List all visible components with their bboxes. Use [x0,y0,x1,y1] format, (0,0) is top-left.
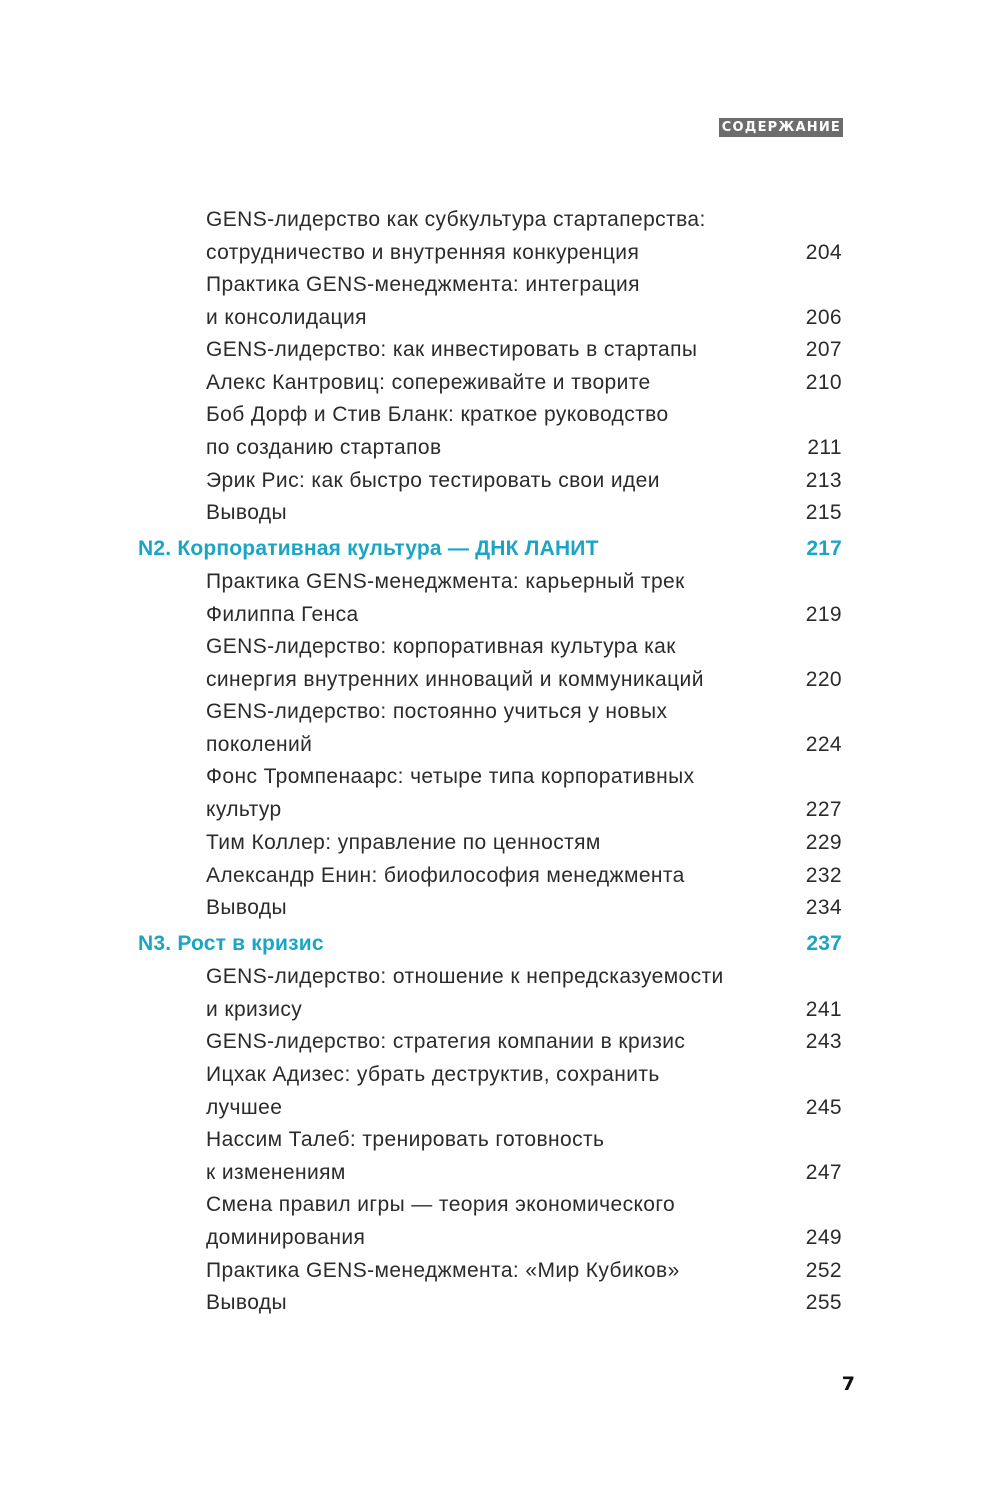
toc-entry-title: Тим Коллер: управление по ценностям [206,831,601,854]
toc-entry-title-line1: Боб Дорф и Стив Бланк: краткое руководство [206,403,669,426]
toc-entry-page: 245 [805,1096,842,1119]
toc-entry-title-line1: Практика GENS-менеджмента: карьерный трек [206,570,685,593]
toc-entry [206,268,842,334]
toc-entry [206,760,842,826]
toc-entry [206,826,842,859]
toc-entry-page: 224 [805,733,842,756]
toc-entry [206,695,842,761]
chapter-heading [138,532,842,565]
toc-entry-page: 227 [805,798,842,821]
toc-entry [206,366,842,399]
toc-entry-title-line1: Ицхак Адизес: убрать деструктив, сохранить [206,1063,660,1086]
toc-entry-title-line2: синергия внутренних инноваций и коммуникаций [206,668,704,691]
chapter-title: N3. Рост в кризис [138,932,324,955]
toc-entry [206,1025,842,1058]
toc-entry-title: GENS-лидерство: как инвестировать в стартапы [206,338,698,361]
toc-entry-page: 206 [805,306,842,329]
toc-entry-title-line1: Фонс Тромпенаарс: четыре типа корпоративных [206,765,695,788]
toc-entry-title-line1: Нассим Талеб: тренировать готовность [206,1128,605,1151]
toc-entry-title-line2: доминирования [206,1226,366,1249]
toc-entry-title-line1: GENS-лидерство: корпоративная культура как [206,635,676,658]
toc-entry-title-line2: культур [206,798,282,821]
toc-entry-title-line1: Практика GENS-менеджмента: интеграция [206,273,640,296]
toc-entry-page: 247 [805,1161,842,1184]
toc-entry-page: 232 [805,864,842,887]
chapter-title: N2. Корпоративная культура — ДНК ЛАНИТ [138,537,599,560]
toc-entry [206,496,842,529]
toc-entry-title-line2: по созданию стартапов [206,436,442,459]
toc-entry-page: 252 [805,1259,842,1282]
toc-entry [206,398,842,464]
toc-entry [206,333,842,366]
toc-entry-page: 204 [805,241,842,264]
toc-entry-page: 255 [805,1291,842,1314]
toc-entry [206,960,842,1026]
toc-entry-page: 234 [805,896,842,919]
toc-entry-page: 229 [805,831,842,854]
toc-entry [206,630,842,696]
toc-entry-title-line2: и консолидация [206,306,367,329]
toc-entry-page: 213 [805,469,842,492]
toc-entry [206,203,842,269]
toc-entry [206,1123,842,1189]
toc-entry-page: 210 [805,371,842,394]
chapter-heading [138,927,842,960]
toc-entry [206,1058,842,1124]
toc-entry [206,1286,842,1319]
toc-entry-title-line2: и кризису [206,998,303,1021]
toc-entry-title: Александр Енин: биофилософия менеджмента [206,864,685,887]
toc-entry-title: GENS-лидерство: стратегия компании в кризис [206,1030,686,1053]
toc-entry-page: 219 [805,603,842,626]
toc-entry-page: 241 [805,998,842,1021]
toc-entry-page: 211 [807,436,842,459]
toc-entry-title: Выводы [206,1291,287,1314]
toc-entry [206,1254,842,1287]
running-head: СОДЕРЖАНИЕ [719,118,843,137]
toc-entry-title-line2: лучшее [206,1096,283,1119]
toc-entry [206,464,842,497]
toc-entry-title: Алекс Кантровиц: сопереживайте и творите [206,371,651,394]
toc-entry-title-line1: GENS-лидерство как субкультура стартаперства: [206,208,706,231]
toc-entry-title: Практика GENS-менеджмента: «Мир Кубиков» [206,1259,680,1282]
toc-entry-title-line2: к изменениям [206,1161,346,1184]
toc-entry [206,1188,842,1254]
toc-entry [206,565,842,631]
toc-entry-title-line2: Филиппа Генса [206,603,359,626]
toc-entry-page: 249 [805,1226,842,1249]
toc-entry-page: 215 [805,501,842,524]
toc-entry-title-line2: поколений [206,733,313,756]
toc-entry [206,859,842,892]
toc-entry-title-line1: GENS-лидерство: отношение к непредсказуемости [206,965,724,988]
chapter-page: 237 [806,932,842,955]
toc-entry-title: Выводы [206,896,287,919]
toc-entry-title-line2: сотрудничество и внутренняя конкуренция [206,241,640,264]
toc-entry-title: Эрик Рис: как быстро тестировать свои идеи [206,469,660,492]
toc-entry-page: 207 [805,338,842,361]
toc-entry [206,891,842,924]
chapter-page: 217 [806,537,842,560]
page-number: 7 [841,1373,855,1395]
toc-entry-title-line1: Смена правил игры — теория экономического [206,1193,676,1216]
toc-entry-title: Выводы [206,501,287,524]
toc-entry-page: 220 [805,668,842,691]
toc-entry-title-line1: GENS-лидерство: постоянно учиться у новых [206,700,668,723]
toc-entry-page: 243 [805,1030,842,1053]
